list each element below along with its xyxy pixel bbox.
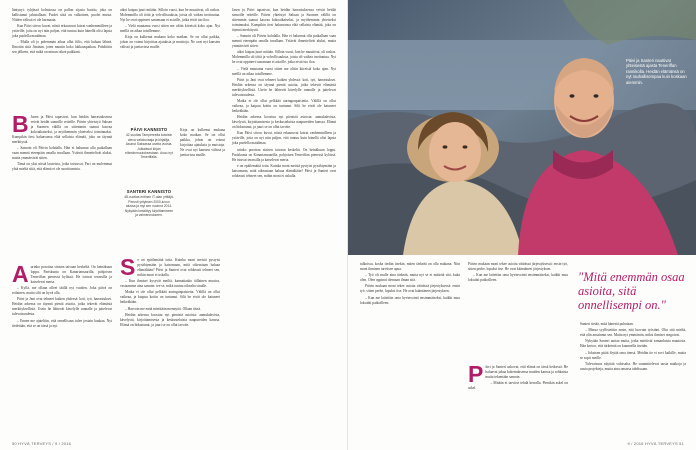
column-4 [360, 262, 460, 307]
drop-cap: B [12, 111, 29, 137]
column-1c [12, 261, 112, 330]
column-5b [468, 361, 568, 392]
paragraph: – Minua syyllistettiin ensin, että luovuin työstäni. Olin sitä mieltä, että olin ansainnut sen. Mutta nyt ymmärrän, miksi ihmiset reagoivat. [580, 328, 686, 338]
paragraph: – Vielä muutama vuosi sitten me oltiin kiireisiä koko ajan. Nyt meillä on aikaa toisillemme. [232, 66, 336, 76]
paragraph: – Mulla oli jo pidemmän aikaa ollut fiilis, että haluan lähteä. Ilmoitin siitä Jiminan, joten muutin koko lakkauspaikan. Pohdittiin sen jälkeen, että mikä on minun oikea paikkani. [12, 40, 112, 55]
paragraph: Kirja on kulkenut mukana koko matkan. Se on ollut paikka, johon on voinut kirjoittaa ajatuksia ja muistoja. Ne ovat nyt kansien välissä ja jaettavissa muille. [120, 35, 220, 50]
paragraph: e on epäilemättä totta. Kuinka moni meistä pystyisi pysähtymään ja katsomaan, mitä oikeastaan haluaa elämältään? Päivi ja Santeri ovat rohkeasti tehneet sen, mihin moni ei uskalla. [137, 258, 220, 277]
paragraph: aikoi kaipaa juuri mitään. Silloin vuosi, kun he muuttivat, oli raskas. Molemmilla oli töitä ja velvollisuuksia, joista oli vaikea irrottautua. Nyt he ovat oppineet sanomaan ei asioille, jotka eivät tuo iloa. [120, 8, 220, 22]
drop-cap: A [12, 261, 29, 287]
info-box-title: SANTERI KANNISTO [126, 189, 172, 194]
paragraph: – Kun me laitettiin oma hyvinvointi ensimmäiseksi, kaikki muu loksahti paikoilleen. [360, 295, 460, 305]
right-page [348, 0, 696, 450]
column-2b [120, 254, 220, 329]
column-3 [232, 8, 336, 180]
paragraph: Kun Päivi siivoo kuvat, niistä erkautuvat koirat vanhemmilleen ja ystäville, joita on nyt niin paljon, että tuntuu kuin hänellä olisi lapsia joka puolella maailmaa. [12, 24, 112, 39]
paragraph: Tämä on yksi niistä lauseista, jotka toistuvat. Pari on molemmat yhtä mieltä siitä, että elämä ei ole suorittamista. [12, 162, 112, 172]
paragraph: – Samoin oli Päivin kohdalla. Hän ei halunnut olla paikallaan vaan mennä eteenpäin omalla tavallaan. Ystävät ihmettelivät aluksi, mutta ymmärsivät sitten. [12, 146, 112, 161]
column-2-body [180, 128, 225, 159]
couple-photo-image [348, 0, 696, 255]
column-1 [12, 8, 112, 57]
paragraph: – Jokaisen pitää löytää oma tiensä. Meidän tie ei sovi kaikille, mutta se sopii meille. [580, 350, 686, 360]
paragraph: – Vielä muutama vuosi sitten me oltiin kiireisiä koko ajan. Nyt meillä on aikaa toisillemme. [120, 24, 220, 34]
paragraph: – Kun ihmiset kysyvät meiltä, kannattaako tällainen muutos, vastaamme aina samoin: tee se, mikä tuntuu oikealta sinulle. [120, 279, 220, 289]
page-footer-left: 50 HYVÄ TERVEYS / 9 / 2016 [12, 441, 72, 446]
paragraph: – Ennen me ajateltiin, että onnellisuus tulee jostain kaukaa. Nyt tiedetään, että se on tässä ja nyt. [12, 318, 112, 328]
paragraph: Päivi ja Jani ovat tehneet kaiken yhdessä: koti, työ, harrastukset. Heidän arkensa on täynnä pieniä asioita, jotka tekevät elämästä merkityksellistä. Usein he lähtevät kävelylle rannalle ja juttelevat tulevaisuudesta. [232, 77, 336, 97]
paragraph: läntynyt: tyhjässä kolmiossa on pallon sijasta kuutio, joka on kallistunut jalustallaan. Puolet siitä on valkoinen, puolet musta. Niiden välissä ei ole harmaata. [12, 8, 112, 22]
info-box-text: 42-vuotias Tampereelta kotoisin oleva valokuvaaja ja kirjailija. Asunut Saksassa useita vuosia. Julkaissut kirjan elämänmuutoksestaan. Asuu nyt Teneriffalla. [125, 133, 173, 160]
paragraph: Heidän arkensa koostuu nyt pienistä asioista: aamukahvista, kävelystä, kirjoittamisesta ja keskusteluista naapureiden kanssa. Elämä on hidastunut, ja juuri se on ollut tavoite. [232, 115, 336, 130]
paragraph: – Työ oli mulle aina tärkeää, mutta nyt se ei määritä sitä, kuka olen. Olen oppinut olemaan ilman sitä. [360, 273, 460, 283]
paragraph: Päivin mukaan moni tekee asioita väärässä järjestyksessä: ensin työ, sitten perhe, lopuksi itse. He ovat kääntäneet järjestyksen. [360, 284, 460, 294]
page-footer-right: 9 / 2016 HYVÄ TERVEYS 51 [627, 441, 684, 446]
paragraph: äivi ja Santeri uskovat, että elämä on tässä hetkessä. He haluavat jakaa kokemuksensa muiden kanssa ja rohkaista muita tekemään samoin. [485, 365, 568, 379]
paragraph: Kun Päivi siivoo kuvat, niistä erkautuvat koirat vanhemmilleen ja ystäville, joita on nyt niin paljon, että tuntuu kuin hänellä olisi lapsia joka puolella maailmaa. [232, 131, 336, 146]
info-box-santeri [124, 190, 174, 217]
info-box-text: 48-vuotias entinen IT-alan yrittäjä. Perusti yrityksen 2000-luvun alussa ja myi sen vuonna 2014. Nykyään keskittyy kirjoittamiseen ja valmennukseen. [124, 195, 174, 218]
paragraph: – Harvoin me enää mietitään mennyttä. Ollaan tässä. [125, 306, 201, 311]
paragraph: aikoi kaipaa juuri mitään. Silloin vuosi, kun he muuttivat, oli raskas. Molemmilla oli töitä ja velvollisuuksia, joista oli vaikea irrottautua. Nyt he ovat oppineet sanomaan ei asioille, jotka eivät tuo iloa. [232, 50, 336, 65]
paragraph: e on epäilemättä totta. Kuinka moni meistä pystyisi pysähtymään ja katsomaan, mitä oikeastaan haluaa elämältään? Päivi ja Santeri ovat rohkeasti tehneet sen, mihin moni ei uskalla. [232, 163, 336, 178]
paragraph: Santeri tietää, mitä hänestä puhutaan. [580, 322, 634, 326]
paragraph: – Mitään ei tarvitse tehdä kerralla. Pienikin askel on askel. [468, 381, 568, 391]
paragraph: Päivi ja Jani ovat tehneet kaiken yhdessä: koti, työ, harrastukset. Heidän arkensa on täynnä pieniä asioita, jotka tekevät elämästä merkityksellistä. Usein he lähtevät kävelylle rannalle ja juttelevat tulevaisuudesta. [12, 297, 112, 317]
info-box-paivi [124, 128, 174, 160]
paragraph: – Kun me laitettiin oma hyvinvointi ensimmäiseksi, kaikki muu loksahti paikoilleen. [468, 273, 568, 283]
paragraph: – Kyllä, me ollaan olleet täällä nyt vuoden. Joka päivä on erilainen, mutta silti on hyvä olla. [12, 286, 112, 296]
paragraph: Jasen ja Päivi tapasivat, kun heidän harrastuksensa veivät heidät samoille reiteille. Päivin yhteistyö Saksan ja Suomen välillä on sittemmin saanut kasvaa kokoaikaiseksi, ja myöhemmin yhteiseksi toiminnaksi. Kumpikin tiesi haluavansa elää sellaista elämää, joka on täynnä merkitystä. [232, 8, 336, 32]
paragraph: Matka ei ole ollut pelkkää auringonpaistetta. Välillä on ollut vaikeaa, ja kaipuu kotiin on tuntunut. Silti he eivät ole katuneet hetkeäkään. [120, 290, 220, 305]
paragraph: urinko porottaa sinisen taivaan keskeltä. On heinäkuun loppu. Pariskunta on Kanariansaarilla, pohjoisen Teneriffan pienessä kylässä. He istuvat terassilla ja katselevat merta. [30, 265, 112, 284]
paragraph: Matka ei ole ollut pelkkää auringonpaistetta. Välillä on ollut vaikeaa, ja kaipuu kotiin on tuntunut. Silti he eivät ole katuneet hetkeäkään. [232, 98, 336, 113]
photo-caption: Päivi ja Santeri nauttivat yhteisestä ajasta Teneriffan rannikolla. Heidän elämänsä on nyt rauhallisempaa kuin koskaan aiemmin. [626, 58, 687, 85]
column-5 [468, 262, 568, 284]
paragraph: Tulevaisuus näyttää valoisalta. He suunnittelevat uusia matkoja ja uusia projekteja, mutta aina omassa tahdissaan. [580, 361, 686, 371]
drop-cap: P [468, 361, 484, 387]
paragraph: talkoissa, koska tiedän itsekin, miten tärkeää on olla mukana. Niin moni ihminen tarvitsee apua. [360, 262, 460, 271]
couple-photo [348, 0, 696, 255]
pull-quote: "Mitä enemmän osaa asioita, sitä onnellisempi on." [578, 270, 685, 312]
paragraph: Päivin mukaan moni tekee asioita väärässä järjestyksessä: ensin työ, sitten perhe, lopuksi itse. He ovat kääntäneet järjestyksen. [468, 262, 568, 271]
column-1b [12, 111, 112, 174]
column-6 [580, 322, 686, 373]
paragraph: Heidän arkensa koostuu nyt pienistä asioista: aamukahvista, kävelystä, kirjoittamisesta ja keskusteluista naapureiden kanssa. Elämä on hidastunut, ja juuri se on ollut tavoite. [120, 312, 220, 327]
column-2 [120, 8, 220, 52]
paragraph: urinko porottaa sinisen taivaan keskeltä. On heinäkuun loppu. Pariskunta on Kanariansaarilla, pohjoisen Teneriffan pienessä kylässä. He istuvat terassilla ja katselevat merta. [232, 147, 336, 162]
paragraph: – Samoin oli Päivin kohdalla. Hän ei halunnut olla paikallaan vaan mennä eteenpäin omalla tavallaan. Ystävät ihmettelivät aluksi, mutta ymmärsivät sitten. [232, 34, 336, 49]
paragraph: Nykyään Santeri auttaa muita, jotka miettivät samanlaista muutosta. Hän kertoo, että tärkeintä on kuunnella itseään. [580, 339, 686, 349]
paragraph: Kirja on kulkenut mukana koko matkan. Se on ollut paikka, johon on voinut kirjoittaa ajatuksia ja muistoja. Ne ovat nyt kansien välissä ja jaettavissa muille. [180, 128, 225, 157]
drop-cap: S [120, 254, 136, 280]
paragraph: Jasen ja Päivi tapasivat, kun heidän harrastuksensa veivät heidät samoille reiteille. Päivin yhteistyö Saksan ja Suomen välillä on sittemmin saanut kasvaa kokoaikaiseksi, ja myöhemmin yhteiseksi toiminnaksi. Kumpikin tiesi haluavansa elää sellaista elämää, joka on täynnä merkitystä. [12, 115, 112, 144]
info-box-title: PÄIVI KANNISTO [130, 127, 168, 132]
